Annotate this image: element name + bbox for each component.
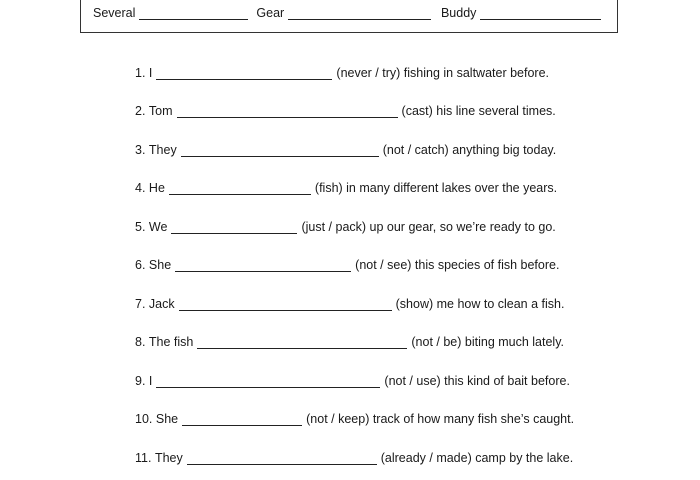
exercise-subject: He: [148, 181, 165, 195]
exercise-number: 4.: [135, 181, 146, 195]
vocab-word-buddy: Buddy: [440, 6, 477, 20]
answer-blank[interactable]: [177, 104, 398, 118]
exercise-hint: (already / made) camp by the lake.: [380, 451, 574, 465]
vocabulary-box: [80, 0, 618, 33]
exercise-number: 6.: [135, 258, 146, 272]
answer-blank[interactable]: [179, 297, 392, 311]
exercise-subject: She: [155, 412, 179, 426]
exercise-item: [135, 218, 556, 234]
exercise-number: 11.: [135, 451, 152, 465]
exercise-number: 2.: [135, 104, 146, 118]
exercise-hint: (not / keep) track of how many fish she’s caught.: [306, 412, 575, 426]
exercise-number: 9.: [135, 374, 146, 388]
exercise-number: 8.: [135, 335, 146, 349]
exercise-item: [135, 256, 559, 272]
exercise-subject: Tom: [148, 104, 173, 118]
exercise-item: [135, 449, 573, 465]
exercise-subject: They: [148, 143, 177, 157]
exercise-hint: (not / see) this species of fish before.: [355, 258, 560, 272]
exercise-number: 10.: [135, 412, 153, 426]
exercise-subject: I: [148, 374, 153, 388]
vocab-word-gear: Gear: [256, 6, 285, 20]
exercise-hint: (not / use) this kind of bait before.: [384, 374, 570, 388]
exercise-item: [135, 295, 564, 311]
answer-blank[interactable]: [182, 412, 302, 426]
exercise-number: 5.: [135, 220, 146, 234]
exercise-hint: (show) me how to clean a fish.: [395, 297, 565, 311]
exercise-hint: (just / pack) up our gear, so we’re ready to go.: [301, 220, 556, 234]
vocabulary-row: [93, 6, 609, 20]
exercise-hint: (cast) his line several times.: [401, 104, 556, 118]
exercise-subject: She: [148, 258, 172, 272]
answer-blank[interactable]: [181, 143, 379, 157]
exercise-subject: We: [148, 220, 168, 234]
exercise-subject: Jack: [148, 297, 175, 311]
exercise-item: [135, 372, 570, 388]
answer-blank[interactable]: [171, 220, 297, 234]
vocab-blank-gear[interactable]: [288, 7, 431, 20]
vocab-word-several: Several: [93, 6, 136, 20]
exercise-item: [135, 102, 556, 118]
exercise-item: [135, 141, 556, 157]
answer-blank[interactable]: [187, 451, 377, 465]
exercise-hint: (never / try) fishing in saltwater before.: [336, 66, 549, 80]
exercise-hint: (not / catch) anything big today.: [382, 143, 557, 157]
answer-blank[interactable]: [156, 66, 332, 80]
vocab-blank-buddy[interactable]: [480, 7, 601, 20]
exercise-subject: They: [154, 451, 183, 465]
exercise-number: 7.: [135, 297, 146, 311]
exercise-subject: The fish: [148, 335, 194, 349]
exercise-number: 1.: [135, 66, 146, 80]
answer-blank[interactable]: [156, 374, 380, 388]
vocab-blank-several[interactable]: [139, 7, 248, 20]
exercise-item: [135, 333, 564, 349]
exercise-subject: I: [148, 66, 153, 80]
exercise-item: [135, 179, 557, 195]
exercise-number: 3.: [135, 143, 146, 157]
exercise-item: [135, 64, 549, 80]
exercise-hint: (not / be) biting much lately.: [411, 335, 565, 349]
answer-blank[interactable]: [175, 258, 351, 272]
exercise-hint: (fish) in many different lakes over the years.: [314, 181, 558, 195]
exercise-item: [135, 410, 574, 426]
answer-blank[interactable]: [169, 181, 311, 195]
answer-blank[interactable]: [197, 335, 407, 349]
